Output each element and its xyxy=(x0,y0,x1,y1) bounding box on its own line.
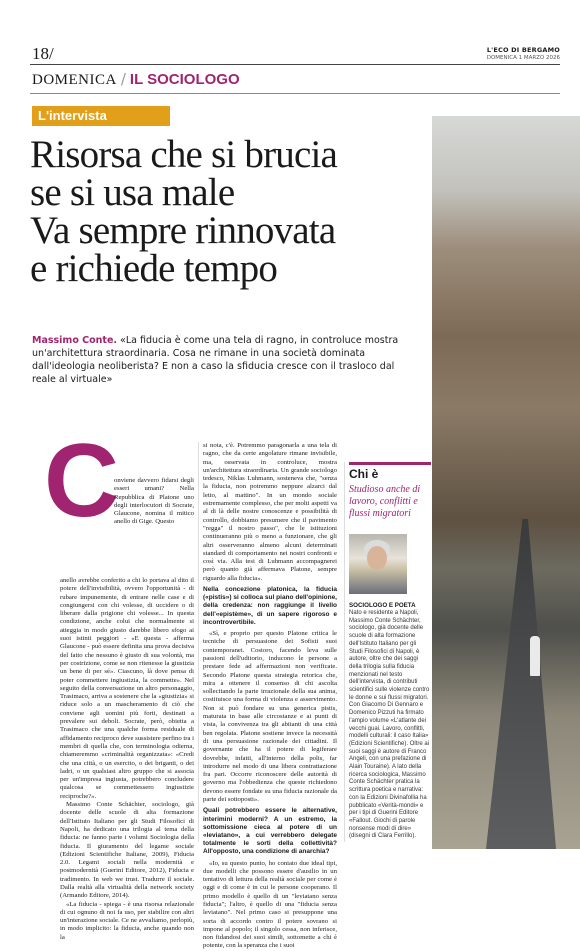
article-paragraph: Massimo Conte Schächter, sociologo, già docente delle scuole di alta formazione dell'Istituto Italiano per gli Studi Filosofici di Napoli, ha dedicato una trilogia al tema della fiducia: ne fanno parte i volumi Sociologia della fiducia. Il giuramento del legame sociale (Edizioni Scientifiche Italiane, 2009), Fiducia 2.0. Legami sociali nella modernità e postmodernità (Guerini Editore, 2012), Fiducia e tradimento. In web we trust. Tradurre il sociale. Dalla realtà alla virtualità della network society (Armando Editore, 2014). xyxy=(60,801,194,900)
sidebar-title: Chi è xyxy=(349,467,379,481)
section-header xyxy=(32,70,240,89)
road-shape xyxy=(486,519,556,849)
interview-question: Nella concezione platonica, la fiducia («pistis») si colloca sul piano dell'opinione, della credenza: non raggiunge il livello dell'«epistème», di un sapere rigoroso e incontrovertibile. xyxy=(203,586,337,626)
article-paragraph: «Io, su questo punto, ho coniato due ideal tipi, due modelli che possono essere d'ausilio in un tentativo di lettura della realtà sociale per come è oggi e di come è in cui le persone cooperano. Il primo modello è quello di un "leviatano senza fiducia"; l'altro, è quello di una "fiducia senza leviatano". Nel primo caso si presuppone una sorta di accordo contro il potere sovrano si impone al popolo; il singolo cessa, non inferisce, non fidandosi dei suoi simili, sottomette a chi è potente, con la speranza che i suoi xyxy=(203,859,337,950)
headline xyxy=(30,133,410,290)
bio-text: Nato e residente a Napoli, Massimo Conte Schächter, sociologo, già docente delle scuole di alta formazione dell'Istituto Italiano per gli Studi Filosofici di Napoli, è autore, oltre che dei saggi della trilogia sulla fiducia menzionati nel testo dell'intervista, di contributi scientifici sulle violenze contro le donne e sui flussi migratori. Con Giacomo Di Gennaro e Domenico Pizzuti ha firmato l'ampio volume «L'atlante dei vecchi guai. Lavoro, conflitti, modelli culturali: il caso Italia» (Edizioni Scientifiche). Oltre ai suoi saggi è autore di Franco Angeli, con una prefazione di Alain Touraine). A lato della ricerca sociologica, Massimo Conte Schächter pratica la scrittura poetica e narrativa: con la Edizioni Divinafollia ha pubblicato «Verità-mondi» e per i tipi di Guerini Editore «Fallout. Giochi di parole nonsense modi di dire» (disegni di Clara Ferrillo). xyxy=(349,610,430,840)
bio-sidebar xyxy=(344,462,431,842)
landscape-photo xyxy=(432,116,580,849)
article-paragraph: «La fiducia - spiega - è una risorsa relazionale di cui ognuno di noi fa uso, per stabilire con altri un'interazione sociale. Ce ne avvaliamo, perlopiù, in modo implicito: la fiducia, anche quando non la xyxy=(60,900,194,941)
headline-line: se si usa male xyxy=(30,171,235,214)
lead-paragraph xyxy=(32,334,414,386)
lead-author: Massimo Conte. xyxy=(32,335,118,346)
drop-cap: C xyxy=(44,423,120,539)
section-rubric: IL SOCIOLOGO xyxy=(129,71,240,88)
headline-line: Va sempre rinnovata xyxy=(30,209,336,252)
headline-line: e richiede tempo xyxy=(30,247,278,290)
column-rule xyxy=(198,442,199,842)
lead-text: «La fiducia è come una tela di ragno, in controluce mostra un'architettura straordinaria. Cosa ne rimane in una società dominata dall'ideologia neoliberista? E non a caso la sfiducia cresce con il trasloco dal reale al virtuale» xyxy=(32,335,399,385)
section-day: DOMENICA xyxy=(32,72,117,88)
sidebar-accent-bar xyxy=(349,462,431,465)
interview-question: Quali potrebbero essere le alternative, interimini moderni? A un estremo, la sottomissione cieca al potere di un «leviatano», a cui verrebbero delegate totalmente le sorti della collettività? All'opposto, una condizione di anarchia? xyxy=(203,807,337,856)
section-rule xyxy=(30,93,560,94)
article-paragraph: anello avrebbe conferito a chi lo portava al dito il potere dell'invisibilità, ovvero l'opportunità - di rubare impunemente, di entrare nelle case e di congiungersi con chi volesse, di uccidere o di liberare dalla prigione chi volesse... In questa condizione, anche colui che normalmente si atteggia in modo giusto darebbe libero sfogo ai suoi istinti peggiori - «E questa - afferma Glaucone - può essere definita una prova decisiva del fatto che nessuno è giusto di sua volontà, ma per costrizione, come se non ritenesse la giustizia un bene di per sé». Ciascuno, là dove pensa di poter commettere ingiustizia, la commette». Nel seguito della conversazione un altro personaggio, Trasimaco, arriva a sostenere che la «giustizia» si riduce solo a un mascheramento di ciò che conviene agli uomini più forti, destinati a prevalere sui deboli. Socrate, però, obietta a Trasimaco che una qualche forma residuale di affidamento reciproco deve sussistere perfino tra i membri di quella che, con terminologia odierna, chiameremmo «criminalità organizzata»: «Credi che una città, o un esercito, o dei briganti, o dei ladri, o un qualsiasi altro gruppo che si associa per un'impresa ingiusta, potrebbero concludere qualcosa se commettessero ingiustizie reciproche?». xyxy=(60,577,194,800)
page-number: 18/ xyxy=(32,44,54,63)
section-slash: / xyxy=(120,70,126,88)
newspaper-name: L'ECO DI BERGAMO xyxy=(486,46,560,54)
author-portrait xyxy=(349,534,407,594)
sidebar-subtitle: Studioso anche di lavoro, conflitti e flussi migratori xyxy=(349,484,421,519)
top-rule xyxy=(30,64,560,65)
article-column-1-top xyxy=(114,477,194,577)
bio-heading: SOCIOLOGO E POETA xyxy=(349,602,416,609)
issue-date: DOMENICA 1 MARZO 2026 xyxy=(486,55,560,61)
article-paragraph: si nota, c'è. Potremmo paragonarla a una tela di ragno, che da certe angolature rimane invisibile, ma, osservata in controluce, mostra un'architettura straordinaria. Un grande sociologo tedesco, Niklas Luhmann, sosteneva che, "senza la fiducia, non potremmo neppure alzarci dal letto, al mattino". In un mondo sociale estremamente complesso, che per molti aspetti va al di là delle nostre conoscenze e possibilità di controllo, dobbiamo presumere che il pavimento "regga" il nostro passo", che le istituzioni continueranno più o meno a funzionare, che gli altri osserveranno almeno alcuni determinati standard di comportamento nei nostri confronti e così via. Alla tesi di Luhmann accompagnerei però quanto già affermava Platone, sempre riguardo alla fiducia». xyxy=(203,442,337,582)
interview-tag: L'intervista xyxy=(32,106,170,126)
article-column-2 xyxy=(203,442,337,950)
portrait-face xyxy=(367,546,387,570)
article-column-1 xyxy=(60,577,194,941)
article-paragraph: onviene davvero fidarsi degli esseri umani? Nella Repubblica di Platone uno degli interlocutori di Socrate, Glaucone, nomina il mitico anello di Gige. Questo xyxy=(114,477,194,526)
person-figure xyxy=(530,636,540,676)
article-paragraph: «Sì, e proprio per questo Platone critica le tecniche di persuasione dei Sofisti suoi contemporanei. Costoro, facendo leva sulle passioni dell'uditorio, inducono le persone a prestare fede ad affermazioni non verificate. Secondo Platone questa strategia retorica che, mira a ottenere il consenso di chi ascolta sollecitando la parte irrazionale della sua anima, costituisce una forma di violenza e asservimento. Non si può fondare su una generica pistis, maturata in base alle circostanze e ai punti di vista, la convivenza tra gli abitanti di una città ben regolata. Platone sostiene invece la necessità di una persuasione razionale dei cittadini. Il governante che ha il potere di legiferare dovrebbe, infatti, all'interno della polis, far introdurre nel modo di una libera contrattazione fra pari. Occorre riconoscere delle autorità di governo ma l'obbedienza che queste richiedono devono essere fondate su una fiducia razionale da parte dei sottoposti». xyxy=(203,630,337,803)
headline-line: Risorsa che si brucia xyxy=(30,133,338,176)
